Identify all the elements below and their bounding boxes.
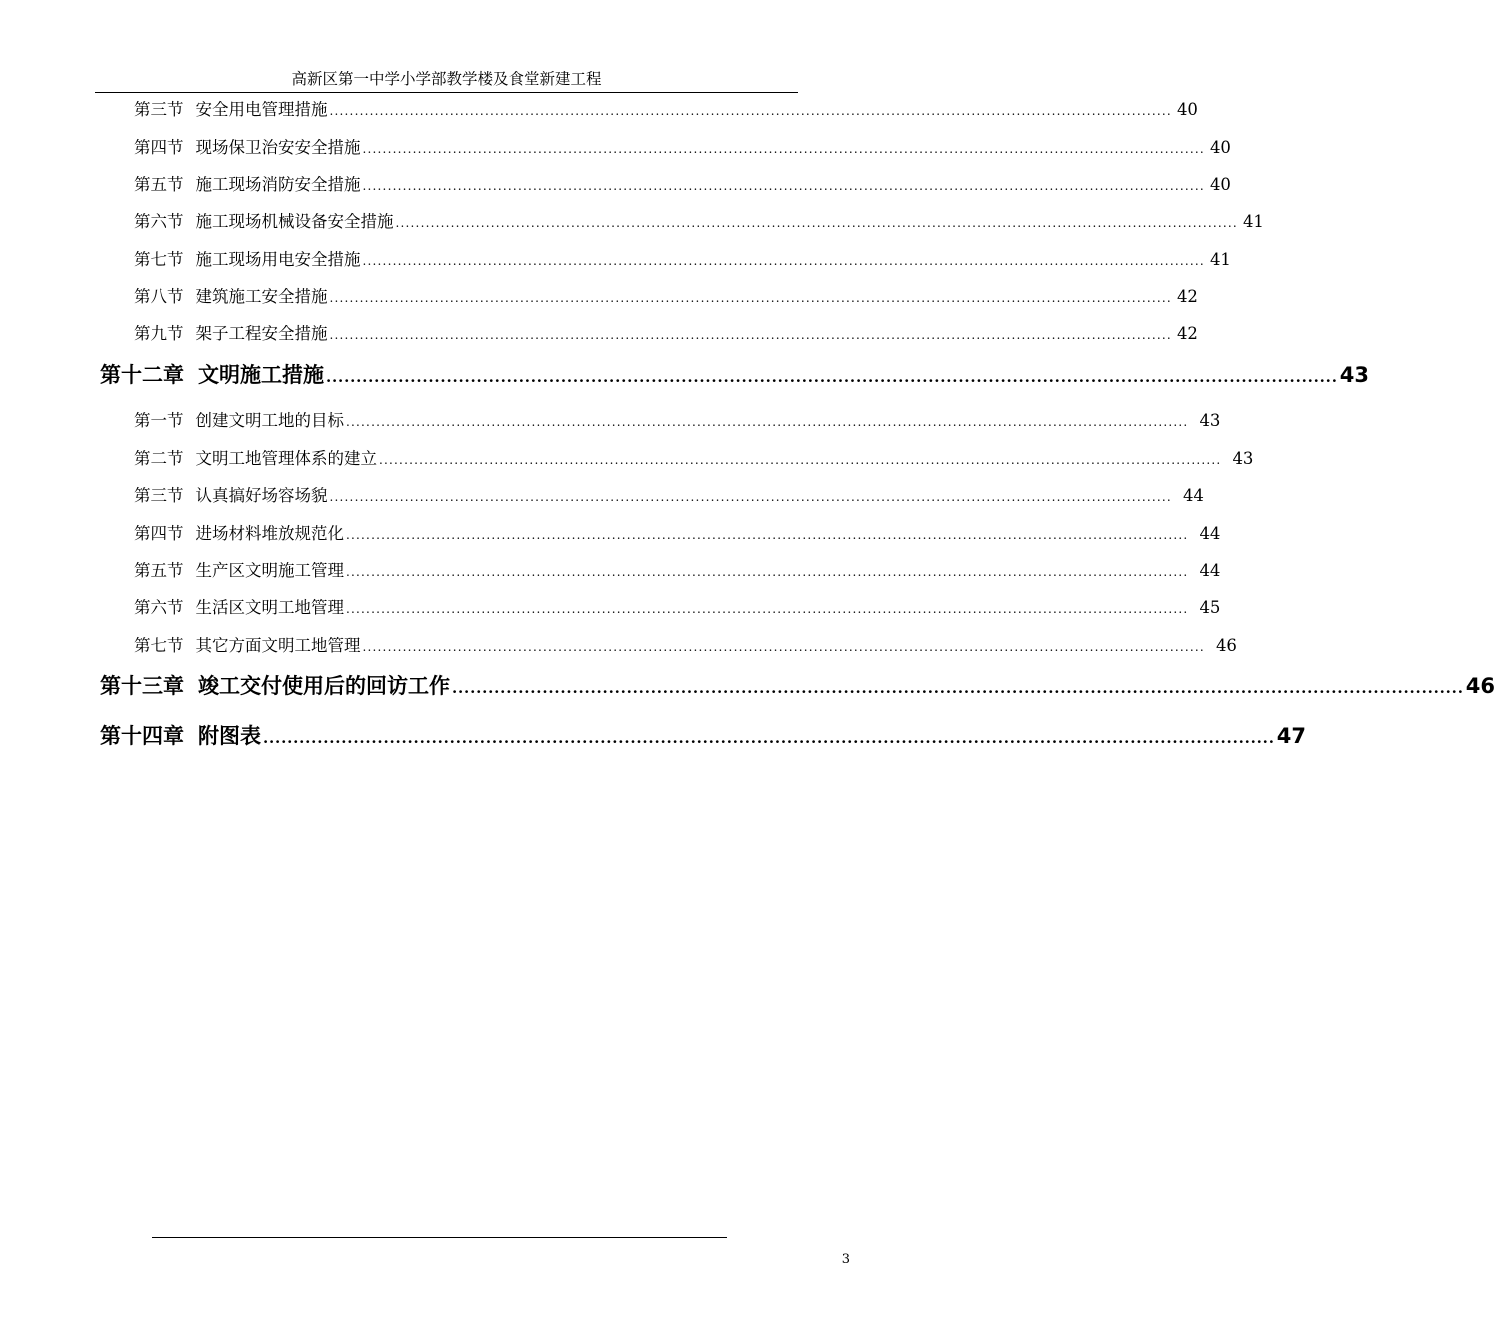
toc-entry-number: 第六节 bbox=[134, 212, 184, 231]
toc-entry-number: 第七节 bbox=[134, 636, 184, 655]
toc-entry-title: 建筑施工安全措施 bbox=[195, 287, 328, 306]
toc-dot-leader: ........................................................................................................................................................................ bbox=[395, 216, 1238, 230]
toc-dot-leader: ........................................................................................................................................................................ bbox=[379, 453, 1222, 467]
toc-dot-leader: ........................................................................................................................................................................ bbox=[329, 328, 1172, 342]
toc-chapter-page: 47 bbox=[1276, 724, 1306, 748]
toc-entry-page: 41 bbox=[1242, 212, 1264, 231]
toc-dot-leader: ........................................................................................................................................................................ bbox=[326, 368, 1338, 386]
toc-dot-leader: ........................................................................................................................................................................ bbox=[346, 565, 1189, 579]
toc-entry-page: 44 bbox=[1199, 524, 1221, 543]
footer-page-number: 3 bbox=[841, 1252, 850, 1267]
toc-chapter-number: 第十三章 bbox=[100, 674, 184, 698]
toc-entry-title: 架子工程安全措施 bbox=[195, 324, 328, 343]
toc-entry-page: 40 bbox=[1209, 175, 1231, 194]
toc-entry-number: 第六节 bbox=[134, 598, 184, 617]
toc-dot-leader: ........................................................................................................................................................................ bbox=[362, 254, 1205, 268]
toc-chapter-entry[interactable] bbox=[100, 360, 1369, 390]
toc-entry[interactable] bbox=[134, 210, 1264, 234]
toc-entry[interactable] bbox=[134, 484, 1204, 508]
toc-chapter-title: 竣工交付使用后的回访工作 bbox=[198, 674, 450, 698]
toc-entry-title: 现场保卫治安安全措施 bbox=[195, 138, 361, 157]
toc-entry-number: 第九节 bbox=[134, 324, 184, 343]
toc-entry[interactable] bbox=[134, 322, 1198, 346]
toc-entry-number: 第一节 bbox=[134, 411, 184, 430]
toc-entry[interactable] bbox=[134, 248, 1231, 272]
toc-entry[interactable] bbox=[134, 409, 1221, 433]
toc-entry[interactable] bbox=[134, 559, 1221, 583]
toc-entry-page: 42 bbox=[1176, 324, 1198, 343]
toc-dot-leader: ........................................................................................................................................................................ bbox=[346, 528, 1189, 542]
footer-divider bbox=[152, 1237, 727, 1238]
page-header-title: 高新区第一中学小学部教学楼及食堂新建工程 bbox=[291, 70, 602, 88]
toc-entry-number: 第四节 bbox=[134, 138, 184, 157]
toc-entry-page: 42 bbox=[1176, 287, 1198, 306]
toc-chapter-page: 43 bbox=[1339, 363, 1369, 387]
toc-dot-leader: ........................................................................................................................................................................ bbox=[329, 490, 1172, 504]
toc-dot-leader: ........................................................................................................................................................................ bbox=[329, 104, 1172, 118]
toc-chapter-number: 第十二章 bbox=[100, 363, 184, 387]
toc-entry[interactable] bbox=[134, 136, 1231, 160]
toc-entry-title: 施工现场用电安全措施 bbox=[195, 250, 361, 269]
toc-dot-leader: ........................................................................................................................................................................ bbox=[263, 729, 1275, 747]
toc-entry-page: 46 bbox=[1215, 636, 1237, 655]
toc-chapter-title: 附图表 bbox=[198, 724, 261, 748]
toc-dot-leader: ........................................................................................................................................................................ bbox=[346, 602, 1189, 616]
toc-entry-title: 生活区文明工地管理 bbox=[195, 598, 344, 617]
toc-entry-title: 施工现场消防安全措施 bbox=[195, 175, 361, 194]
toc-entry-page: 44 bbox=[1199, 561, 1221, 580]
toc-entry-title: 创建文明工地的目标 bbox=[195, 411, 344, 430]
toc-entry-title: 安全用电管理措施 bbox=[195, 100, 328, 119]
toc-entry-page: 43 bbox=[1232, 449, 1254, 468]
toc-chapter-entry[interactable] bbox=[100, 721, 1306, 751]
toc-entry-page: 43 bbox=[1199, 411, 1221, 430]
toc-entry-title: 施工现场机械设备安全措施 bbox=[195, 212, 394, 231]
toc-dot-leader: ........................................................................................................................................................................ bbox=[452, 679, 1464, 697]
toc-entry-number: 第三节 bbox=[134, 100, 184, 119]
toc-entry[interactable] bbox=[134, 173, 1231, 197]
toc-dot-leader: ........................................................................................................................................................................ bbox=[329, 291, 1172, 305]
toc-entry-number: 第五节 bbox=[134, 175, 184, 194]
toc-entry-page: 44 bbox=[1182, 486, 1204, 505]
toc-entry-title: 生产区文明施工管理 bbox=[195, 561, 344, 580]
toc-entry-number: 第七节 bbox=[134, 250, 184, 269]
toc-entry-page: 40 bbox=[1176, 100, 1198, 119]
toc-entry-title: 其它方面文明工地管理 bbox=[195, 636, 361, 655]
toc-entry-number: 第三节 bbox=[134, 486, 184, 505]
toc-dot-leader: ........................................................................................................................................................................ bbox=[362, 640, 1205, 654]
toc-entry[interactable] bbox=[134, 596, 1221, 620]
toc-entry-number: 第五节 bbox=[134, 561, 184, 580]
toc-entry-title: 文明工地管理体系的建立 bbox=[195, 449, 377, 468]
toc-chapter-title: 文明施工措施 bbox=[198, 363, 324, 387]
toc-entry-number: 第八节 bbox=[134, 287, 184, 306]
toc-entry[interactable] bbox=[134, 447, 1254, 471]
toc-chapter-number: 第十四章 bbox=[100, 724, 184, 748]
toc-dot-leader: ........................................................................................................................................................................ bbox=[346, 415, 1189, 429]
toc-chapter-entry[interactable] bbox=[100, 671, 1495, 701]
toc-entry-number: 第四节 bbox=[134, 524, 184, 543]
toc-dot-leader: ........................................................................................................................................................................ bbox=[362, 142, 1205, 156]
toc-dot-leader: ........................................................................................................................................................................ bbox=[362, 179, 1205, 193]
toc-entry-title: 进场材料堆放规范化 bbox=[195, 524, 344, 543]
toc-entry-title: 认真搞好场容场貌 bbox=[195, 486, 328, 505]
toc-entry-page: 45 bbox=[1199, 598, 1221, 617]
toc-entry[interactable] bbox=[134, 634, 1237, 658]
toc-entry[interactable] bbox=[134, 285, 1198, 309]
header-divider bbox=[95, 92, 798, 93]
toc-chapter-page: 46 bbox=[1465, 674, 1495, 698]
toc-entry-number: 第二节 bbox=[134, 449, 184, 468]
toc-entry-page: 40 bbox=[1209, 138, 1231, 157]
toc-entry[interactable] bbox=[134, 522, 1221, 546]
toc-entry[interactable] bbox=[134, 98, 1198, 122]
toc-entry-page: 41 bbox=[1209, 250, 1231, 269]
